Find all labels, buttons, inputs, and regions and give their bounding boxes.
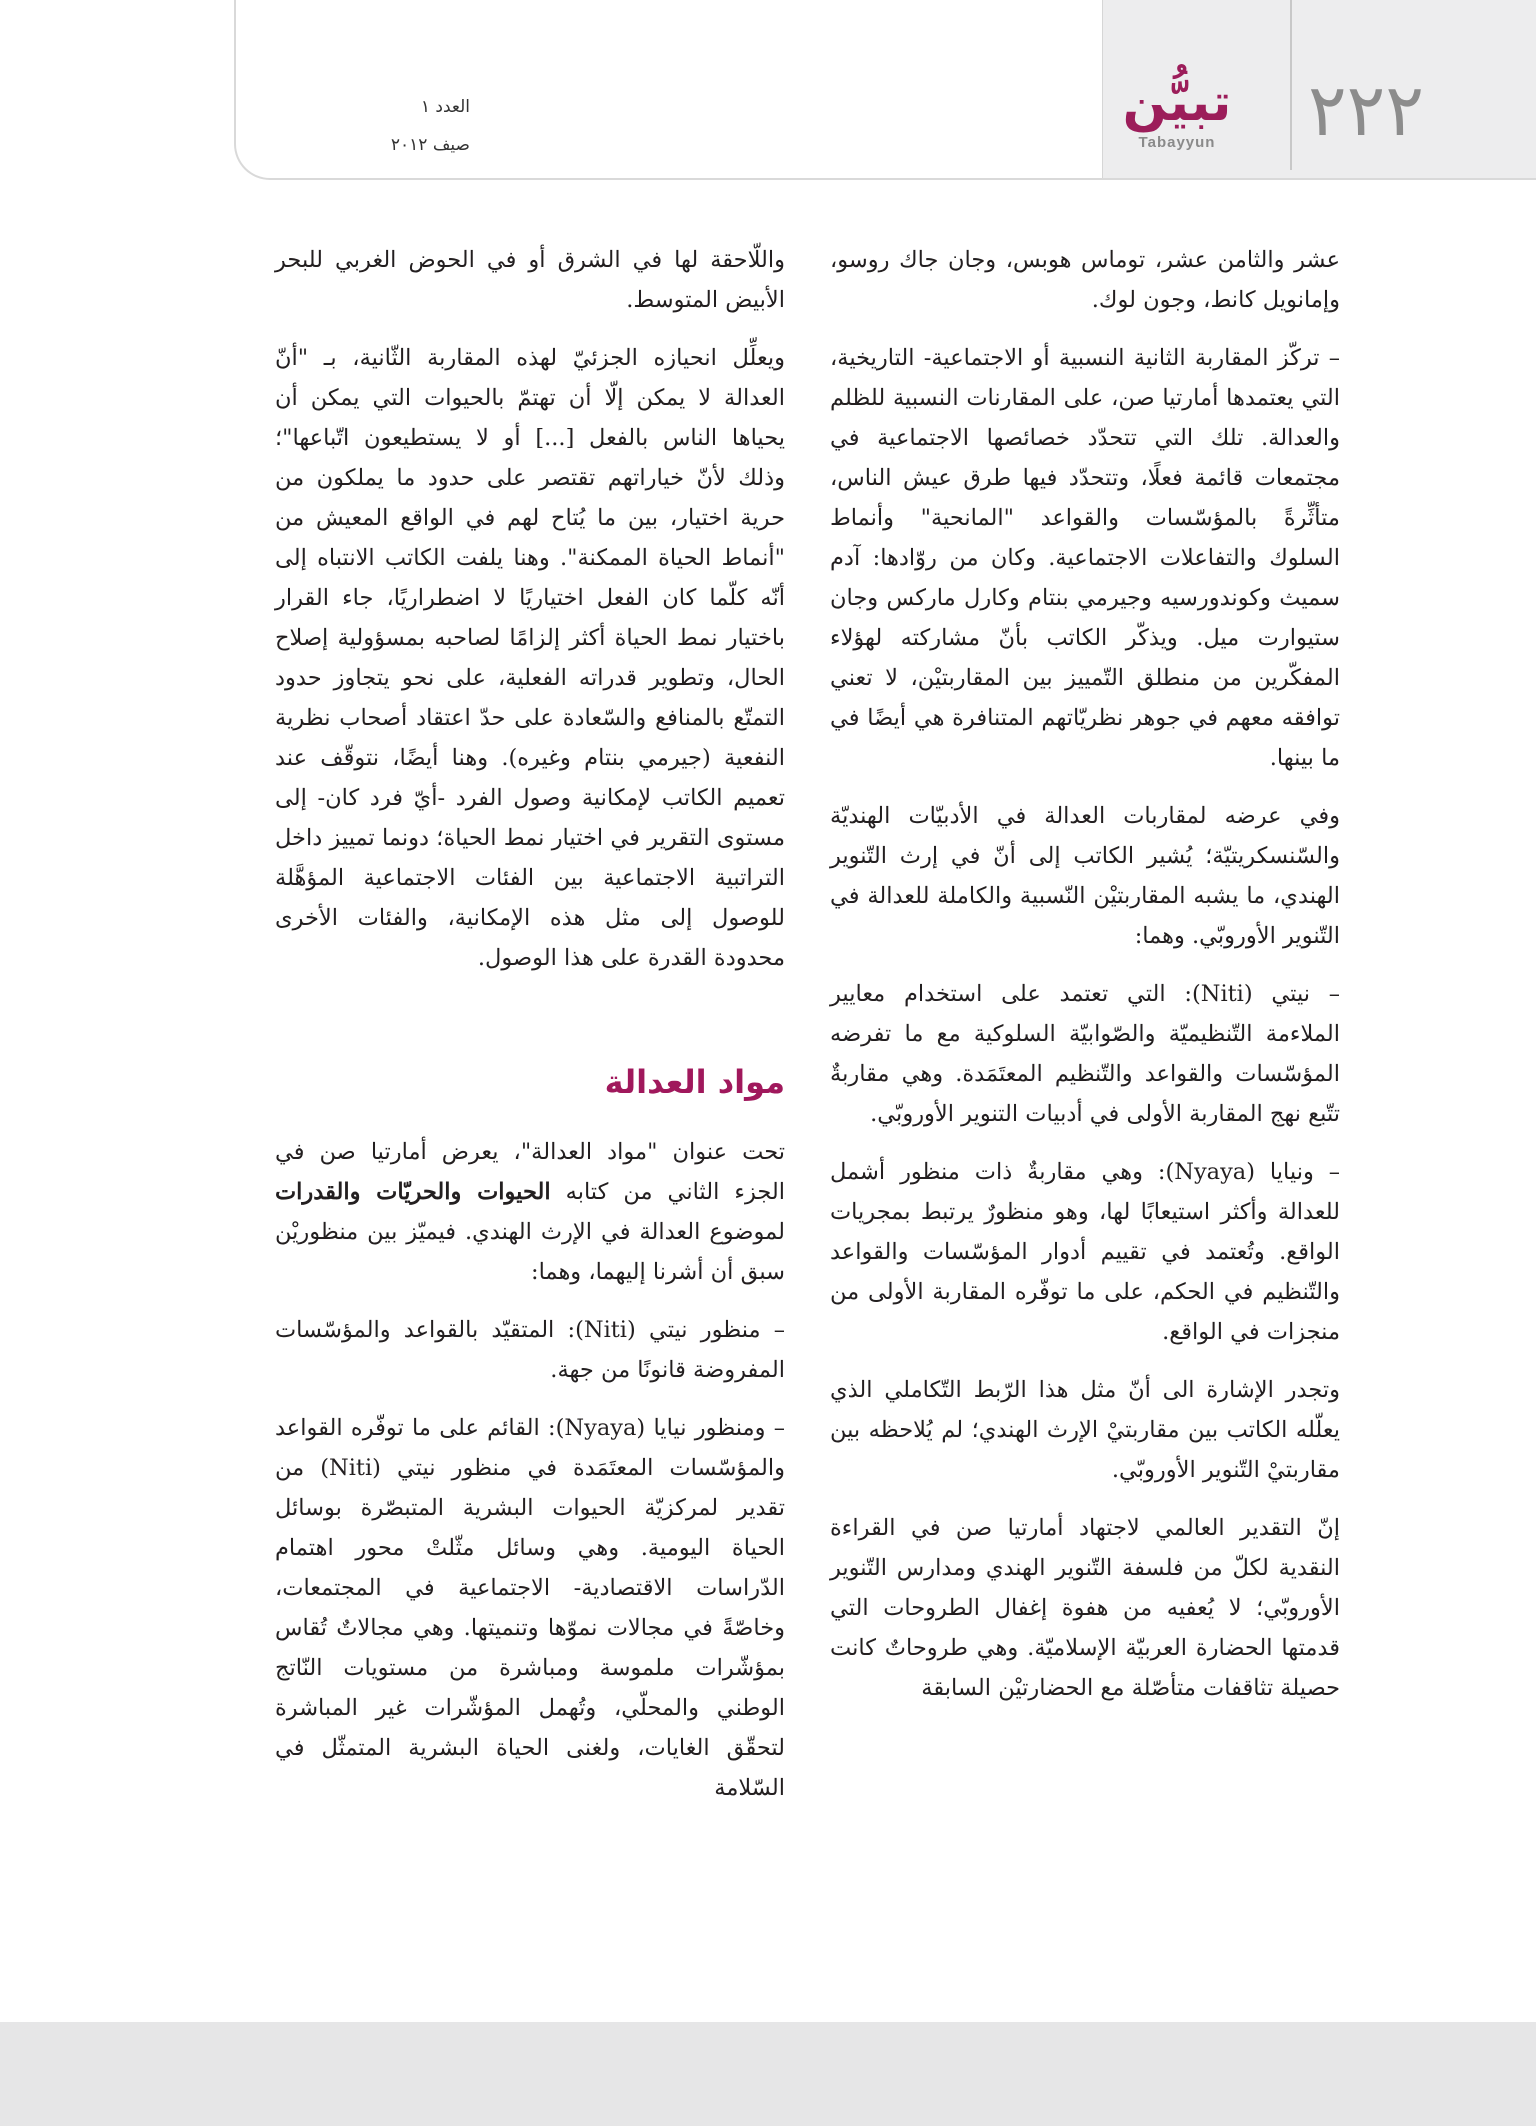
paragraph: – نيتي (Niti): التي تعتمد على استخدام معايير الملاءمة التّنظيميّة والصّوابيّة السلوكية مع ما تفرضه المؤسّسات والقواعد والتّنظيم المعتَمَدة. وهي مقاربةٌ تتّبع نهج المقاربة الأولى في أدبيات التنوير الأوروبّي. xyxy=(830,981,1340,1127)
section-heading: مواد العدالة xyxy=(604,1063,785,1101)
paragraph: إنّ التقدير العالمي لاجتهاد أمارتيا صن في القراءة النقدية لكلّ من فلسفة التّنوير الهندي ومدارس التّنوير الأوروبّي؛ لا يُعفيه من هفوة إغفال الطروحات التي قدمتها الحضارة العربيّة الإسلاميّة. وهي طروحاتٌ كانت حصيلة تثاقفات متأصّلة مع الحضارتيْن السابقة xyxy=(830,1515,1340,1701)
logo-latin-text: Tabayyun xyxy=(1138,134,1216,151)
intro-text: تحت عنوان "مواد العدالة"، يعرض أمارتيا صن في الجزء الثاني من كتابه xyxy=(275,1139,785,1205)
logo-arabic-text: تبيُّن xyxy=(1122,73,1232,133)
paragraph: وتجدر الإشارة الى أنّ مثل هذا الرّبط التّكاملي الذي يعلّله الكاتب بين مقاربتيْ الإرث الهندي؛ لم يُلاحظه بين مقاربتيْ التّنوير الأوروبّي. xyxy=(830,1377,1340,1483)
book-title: الحيوات والحريّات والقدرات xyxy=(275,1179,551,1205)
paragraph: واللّاحقة لها في الشرق أو في الحوض الغربي للبحر الأبيض المتوسط. xyxy=(275,247,785,313)
paragraph: ويعلِّل انحيازه الجزئيّ لهذه المقاربة الثّانية، بـ "أنّ العدالة لا يمكن إلّا أن تهتمّ بالحيوات التي يمكن أن يحياها الناس بالفعل [...] أو لا يستطيعون اتّباعها"؛ وذلك لأنّ خياراتهم تقتصر على حدود ما يملكون من حرية اختيار، بين ما يُتاح لهم في الواقع المعيش من "أنماط الحياة الممكنة". وهنا يلفت الكاتب الانتباه إلى أنّه كلّما كان الفعل اختياريًا لا اضطراريًا، جاء القرار باختيار نمط الحياة أكثر إلزامًا لصاحبه بمسؤولية إصلاح الحال، وتطوير قدراته الفعلية، على نحو يتجاوز حدود التمتّع بالمنافع والسّعادة على حدّ اعتقاد أصحاب نظرية النفعية (جيرمي بنتام وغيره). وهنا أيضًا، نتوقّف عند تعميم الكاتب لإمكانية وصول الفرد -أيّ فرد كان- إلى مستوى التقرير في اختيار نمط الحياة؛ دونما تمييز داخل التراتبية الاجتماعية بين الفئات الاجتماعية المؤهَّلة للوصول إلى مثل هذه الإمكانية، والفئات الأخرى محدودة القدرة على هذا الوصول. xyxy=(275,345,785,971)
tabayyun-logo xyxy=(1122,72,1232,162)
issue-label: العدد ١ xyxy=(420,97,470,117)
paragraph: – منظور نيتي (Niti): المتقيّد بالقواعد والمؤسّسات المفروضة قانونًا من جهة. xyxy=(275,1317,785,1383)
paragraph: – تركّز المقاربة الثانية النسبية أو الاجتماعية- التاريخية، التي يعتمدها أمارتيا صن، على المقارنات النسبية للظلم والعدالة. تلك التي تتحدّد خصائصها الاجتماعية في مجتمعات قائمة فعلًا، وتتحدّد فيها طرق عيش الناس، متأثِّرةً بالمؤسّسات والقواعد "المانحية" وأنماط السلوك والتفاعلات الاجتماعية. وكان من روّادها: آدم سميث وكوندورسيه وجيرمي بنتام وكارل ماركس وجان ستيوارت ميل. ويذكّر الكاتب بأنّ مشاركته لهؤلاء المفكّرين من منطلق التّمييز بين المقاربتيْن، لا تعني توافقه معهم في جوهر نظريّاتهم المتنافرة هي أيضًا في ما بينها. xyxy=(830,345,1340,771)
issue-info xyxy=(270,88,470,164)
paragraph-intro xyxy=(275,1132,785,1292)
paragraph: وفي عرضه لمقاربات العدالة في الأدبيّات الهنديّة والسّنسكريتيّة؛ يُشير الكاتب إلى أنّ في إرث التّنوير الهندي، ما يشبه المقاربتيْن النّسبية والكاملة للعدالة في التّنوير الأوروبّي. وهما: xyxy=(830,803,1340,949)
header-divider xyxy=(1290,0,1292,170)
footer-band xyxy=(0,2022,1536,2126)
paragraph: – ونيايا (Nyaya): وهي مقاربةٌ ذات منظور أشمل للعدالة وأكثر استيعابًا لها، وهو منظورٌ يرتبط بمجريات الواقع. وتُعتمد في تقييم أدوار المؤسّسات والقواعد والتّنظيم في الحكم، على ما توفّره المقاربة الأولى من منجزات في الواقع. xyxy=(830,1159,1340,1345)
paragraph: – ومنظور نيايا (Nyaya): القائم على ما توفّره القواعد والمؤسّسات المعتَمَدة في منظور نيتي (Niti) من تقدير لمركزيّة الحيوات البشرية المتبصّرة بوسائل الحياة اليومية. وهي وسائل مثّلتْ محور اهتمام الدّراسات الاقتصادية- الاجتماعية في المجتمعات، وخاصّةً في مجالات نموّها وتنميتها. وهي مجالاتٌ تُقاس بمؤشّرات ملموسة ومباشرة من مستويات النّاتج الوطني والمحلّي، وتُهمل المؤشّرات غير المباشرة لتحقّق الغايات، ولغنى الحياة البشرية المتمثّل في السّلامة xyxy=(275,1415,785,1801)
season-label: صيف ٢٠١٢ xyxy=(390,135,470,155)
intro-text: لموضوع العدالة في الإرث الهندي. فيميّز بين منظوريْن سبق أن أشرنا إليهما، وهما: xyxy=(275,1219,785,1285)
paragraph: عشر والثامن عشر، توماس هوبس، وجان جاك روسو، وإمانويل كانط، وجون لوك. xyxy=(830,247,1340,313)
page-number: ٢٢٢ xyxy=(1308,68,1425,152)
left-column xyxy=(275,240,785,1826)
right-column xyxy=(830,240,1340,1726)
